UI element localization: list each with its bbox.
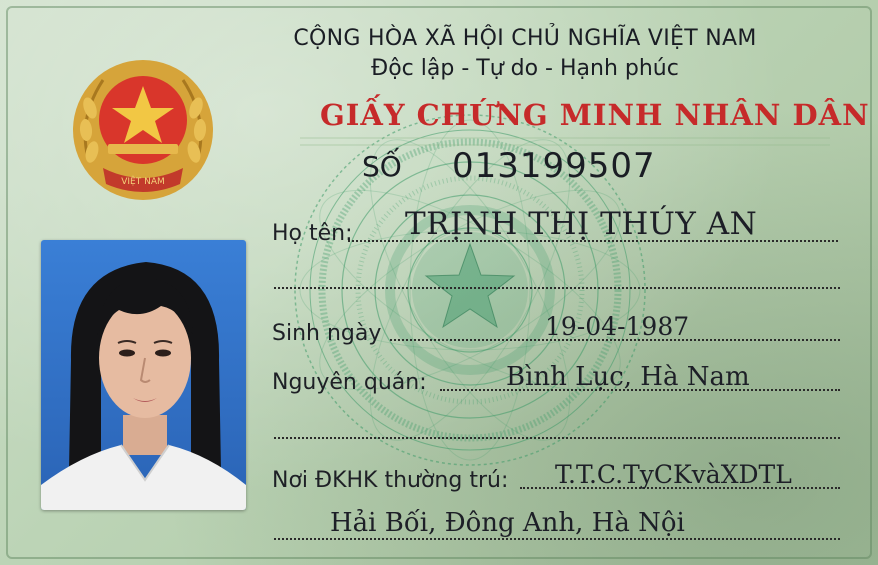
name-label: Họ tên:: [272, 221, 353, 246]
origin-label: Nguyên quán:: [272, 370, 427, 395]
dob-label: Sinh ngày: [272, 321, 382, 346]
residence-line-2: Hải Bối, Đông Anh, Hà Nội: [330, 508, 685, 538]
full-name: TRỊNH THỊ THÚY AN: [405, 206, 758, 242]
residence-label: Nơi ĐKHK thường trú:: [272, 468, 509, 493]
place-of-origin: Bình Lục, Hà Nam: [506, 362, 750, 392]
emblem-ribbon-text: VIỆT NAM: [121, 177, 165, 187]
blank-dotted-line-2: [274, 437, 840, 439]
blank-dotted-line-1: [274, 287, 840, 289]
residence-line-1: T.T.C.TyCKvàXDTL: [555, 460, 792, 489]
id-number: 013199507: [452, 146, 656, 186]
number-label: SỐ: [362, 150, 402, 183]
motto: Độc lập - Tự do - Hạnh phúc: [371, 56, 679, 81]
portrait-photo: [41, 240, 246, 510]
document-title: GIẤY CHỨNG MINH NHÂN DÂN: [320, 98, 870, 132]
republic-header: CỘNG HÒA XÃ HỘI CHỦ NGHĨA VIỆT NAM: [293, 26, 757, 51]
residence-dotted-line-2: [274, 538, 840, 540]
date-of-birth: 19-04-1987: [545, 312, 690, 341]
